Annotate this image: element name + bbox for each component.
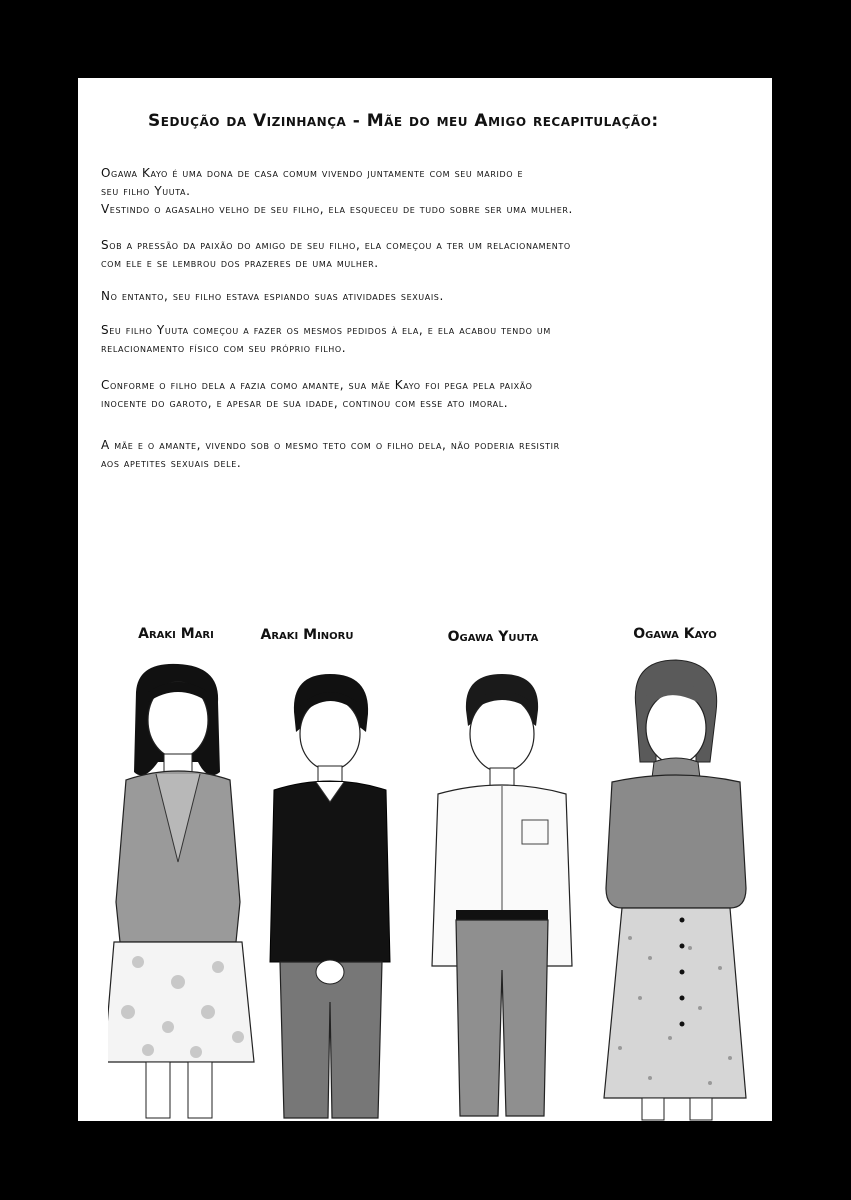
araki-minoru-illustration — [266, 672, 396, 1121]
character-name-araki-minoru: Araki Minoru — [260, 627, 354, 643]
paragraph-1: Ogawa Kayo é uma dona de casa comum vivendo juntamente com seu marido e seu filho Yuuta. Vestindo o agasalho velho de seu filho, ela esqueceu de tudo sobre ser uma mulher. — [101, 166, 573, 216]
ogawa-kayo-illustration — [600, 658, 750, 1121]
character-name-araki-mari: Araki Mari — [138, 626, 214, 642]
page-title: Sedução da Vizinhança - Mãe do meu Amigo recapitulação: — [148, 111, 659, 131]
character-name-ogawa-yuuta: Ogawa Yuuta — [447, 629, 539, 645]
paragraph-6: A mãe e o amante, vivendo sob o mesmo teto com o filho dela, não poderia resistir aos apetites sexuais dele. — [101, 438, 560, 470]
paragraph-4: Seu filho Yuuta começou a fazer os mesmos pedidos à ela, e ela acabou tendo um relacionamento físico com seu próprio filho. — [101, 323, 551, 355]
paragraph-2: Sob a pressão da paixão do amigo de seu filho, ela começou a ter um relacionamento com ele e se lembrou dos prazeres de uma mulher. — [101, 238, 571, 270]
character-name-ogawa-kayo: Ogawa Kayo — [633, 626, 717, 642]
manga-page — [78, 78, 772, 1121]
paragraph-3: No entanto, seu filho estava espiando suas atividades sexuais. — [101, 289, 444, 303]
paragraph-5: Conforme o filho dela a fazia como amante, sua mãe Kayo foi pega pela paixão inocente do garoto, e apesar de sua idade, continou com esse ato imoral. — [101, 378, 533, 410]
araki-mari-illustration — [108, 662, 258, 1121]
ogawa-yuuta-illustration — [430, 670, 574, 1121]
